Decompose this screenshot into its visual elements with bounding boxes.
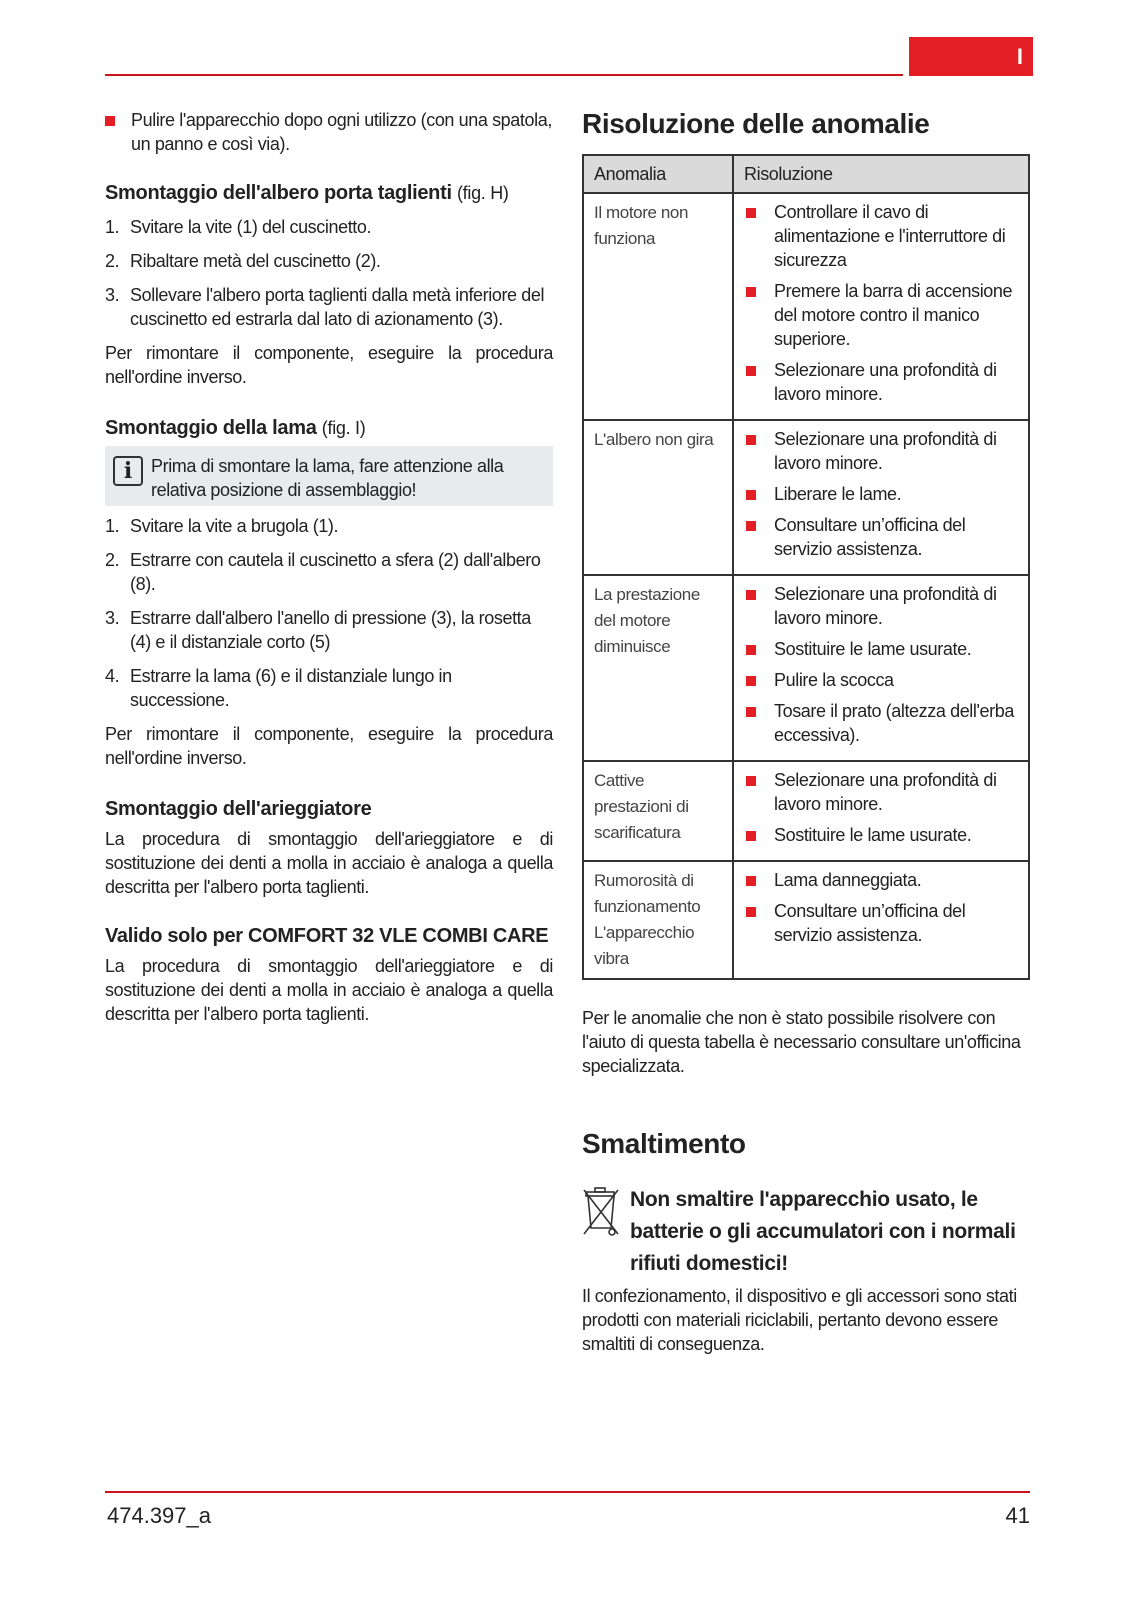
- steps-list: [105, 215, 553, 331]
- section-heading: Smontaggio dell'arieggiatore: [105, 798, 372, 820]
- step-item: 3. Estrarre dall'albero l'anello di pressione (3), la rosetta (4) e il distanziale corto (5): [105, 608, 531, 652]
- section-heading: Smontaggio dell'albero porta taglienti (fig. H): [105, 182, 509, 204]
- language-tab: I: [909, 37, 1033, 76]
- doc-code: 474.397_a: [107, 1503, 211, 1528]
- solution-cell: Selezionare una profondità di lavoro minore. Sostituire le lame usurate. Pulire la scocca Tosare il prato (altezza dell'erba eccessiva).: [733, 575, 1029, 761]
- left-column: [105, 108, 553, 1026]
- paragraph: Il confezionamento, il dispositivo e gli accessori sono stati prodotti con materiali riciclabili, pertanto devono essere smaltiti di conseguenza.: [582, 1286, 1017, 1354]
- paragraph: Per rimontare il componente, eseguire la procedura nell'ordine inverso.: [105, 724, 553, 768]
- section-heading: Valido solo per COMFORT 32 VLE COMBI CARE: [105, 925, 549, 947]
- solution-cell: Controllare il cavo di alimentazione e l'interruttore di sicurezza Premere la barra di accensione del motore contro il manico superiore. Selezionare una profondità di lavoro minore.: [733, 193, 1029, 420]
- anomaly-cell: Cattive prestazioni di scarificatura: [583, 761, 733, 861]
- info-note: [105, 446, 553, 506]
- step-item: 4. Estrarre la lama (6) e il distanziale lungo in successione.: [105, 666, 452, 710]
- table-row: [583, 420, 1029, 575]
- footer-rule: [105, 1491, 1030, 1493]
- step-item: 1. Svitare la vite (1) del cuscinetto.: [105, 217, 372, 237]
- troubleshooting-table: [582, 154, 1030, 980]
- paragraph: Per le anomalie che non è stato possibile risolvere con l'aiuto di questa tabella è necessario consultare un'officina specializzata.: [582, 1008, 1021, 1076]
- anomaly-cell: Rumorosità di funzionamento L'apparecchio vibra: [583, 861, 733, 979]
- step-item: 2. Ribaltare metà del cuscinetto (2).: [105, 251, 381, 271]
- header-rule: [105, 74, 903, 76]
- anomaly-cell: L'albero non gira: [583, 420, 733, 575]
- page-number: 41: [1005, 1503, 1030, 1528]
- table-row: [583, 575, 1029, 761]
- anomaly-cell: La prestazione del motore diminuisce: [583, 575, 733, 761]
- crossed-bin-icon: [582, 1184, 622, 1240]
- table-row: [583, 861, 1029, 979]
- intro-bullet: Pulire l'apparecchio dopo ogni utilizzo (con una spatola, un panno e così via).: [105, 108, 553, 156]
- column-header: Risoluzione: [733, 155, 1029, 193]
- paragraph: La procedura di smontaggio dell'arieggiatore e di sostituzione dei denti a molla in acciaio è analoga a quella descritta per l'albero porta taglienti.: [105, 956, 553, 1024]
- table-row: [583, 761, 1029, 861]
- solution-cell: Selezionare una profondità di lavoro minore. Liberare le lame. Consultare un’officina del servizio assistenza.: [733, 420, 1029, 575]
- troubleshooting-title: Risoluzione delle anomalie: [582, 108, 930, 139]
- anomaly-cell: Il motore non funziona: [583, 193, 733, 420]
- solution-cell: Lama danneggiata. Consultare un’officina del servizio assistenza.: [733, 861, 1029, 979]
- step-item: 3. Sollevare l'albero porta taglienti dalla metà inferiore del cuscinetto ed estrarla dal lato di azionamento (3).: [105, 285, 545, 329]
- paragraph: La procedura di smontaggio dell'arieggiatore e di sostituzione dei denti a molla in acciaio è analoga a quella descritta per l'albero porta taglienti.: [105, 829, 553, 897]
- note-text: Prima di smontare la lama, fare attenzione alla relativa posizione di assemblaggio!: [151, 456, 504, 500]
- right-column: [582, 108, 1032, 1356]
- column-header: Anomalia: [583, 155, 733, 193]
- step-item: 2. Estrarre con cautela il cuscinetto a sfera (2) dall'albero (8).: [105, 550, 541, 594]
- paragraph: Per rimontare il componente, eseguire la procedura nell'ordine inverso.: [105, 343, 553, 387]
- disposal-title: Smaltimento: [582, 1128, 746, 1159]
- steps-list: [105, 514, 553, 712]
- disposal-warning-text: Non smaltire l'apparecchio usato, le batterie o gli accumulatori con i normali rifiuti domestici!: [630, 1188, 1016, 1275]
- section-heading: Smontaggio della lama (fig. I): [105, 417, 366, 439]
- info-icon: i: [113, 456, 143, 486]
- step-item: 1. Svitare la vite a brugola (1).: [105, 516, 339, 536]
- table-row: [583, 193, 1029, 420]
- disposal-warning: [582, 1184, 1032, 1280]
- solution-cell: Selezionare una profondità di lavoro minore. Sostituire le lame usurate.: [733, 761, 1029, 861]
